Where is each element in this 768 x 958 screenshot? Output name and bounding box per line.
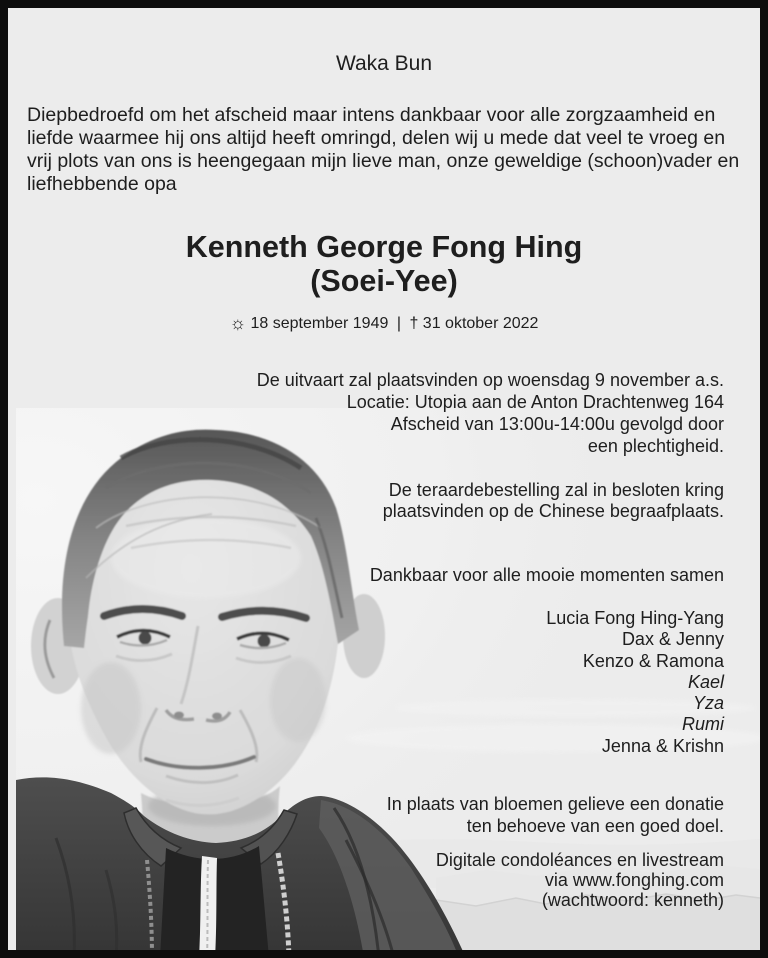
condolence-info — [436, 850, 724, 910]
text-line: Jenna & Krishn — [601, 735, 724, 756]
text-line: (wachtwoord: kenneth) — [541, 890, 724, 910]
deceased-name-block — [8, 230, 760, 298]
text-line: Locatie: Utopia aan de Anton Drachtenweg 164 — [346, 392, 724, 412]
text-line: Yza — [692, 693, 724, 714]
death-date: 31 oktober 2022 — [422, 315, 539, 332]
text-line: De uitvaart zal plaatsvinden op woensdag 9 november a.s. — [256, 370, 724, 390]
gratitude-line: Dankbaar voor alle mooie momenten samen — [369, 565, 724, 585]
death-dagger-icon: † — [409, 315, 419, 332]
text-line: Rumi — [681, 714, 724, 735]
text-line: Dax & Jenny — [621, 629, 724, 650]
text-line: liefhebbende opa — [27, 173, 177, 195]
text-line: Afscheid van 13:00u-14:00u gevolgd door — [390, 414, 724, 434]
donation-info — [387, 793, 724, 837]
text-line: Kenzo & Ramona — [582, 650, 724, 671]
text-line: Lucia Fong Hing-Yang — [546, 608, 724, 628]
text-line: ten behoeve van een goed doel. — [466, 816, 724, 836]
text-line: In plaats van bloemen gelieve een donatie — [386, 794, 724, 814]
text-line: Digitale condoléances en livestream — [435, 850, 724, 870]
text-line: Kael — [687, 671, 724, 692]
birth-sun-icon: ☼ — [229, 313, 247, 333]
funeral-info — [257, 369, 724, 457]
text-line: liefde waarmee hij ons altijd heeft omringd, delen wij u mede dat veel te vroeg en — [27, 127, 726, 149]
text-line: vrij plots van ons is heengegaan mijn lieve man, onze geweldige (schoon)vader en — [27, 150, 740, 172]
date-separator: | — [396, 315, 401, 332]
page-title: Waka Bun — [335, 52, 433, 75]
text-line: een plechtigheid. — [587, 436, 724, 456]
family-names — [546, 608, 724, 757]
text-line: via www.fonghing.com — [544, 870, 724, 890]
text-line: plaatsvinden op de Chinese begraafplaats. — [382, 501, 724, 521]
life-dates — [8, 312, 760, 333]
deceased-name: Kenneth George Fong Hing — [185, 230, 583, 264]
burial-info — [383, 480, 724, 522]
text-line: Diepbedroefd om het afscheid maar intens dankbaar voor alle zorgzaamheid en — [27, 104, 716, 126]
birth-date: 18 september 1949 — [250, 315, 389, 332]
text-line: De teraardebestelling zal in besloten kring — [388, 480, 724, 500]
deceased-alias: (Soei-Yee) — [310, 264, 458, 298]
intro-paragraph — [27, 104, 739, 196]
